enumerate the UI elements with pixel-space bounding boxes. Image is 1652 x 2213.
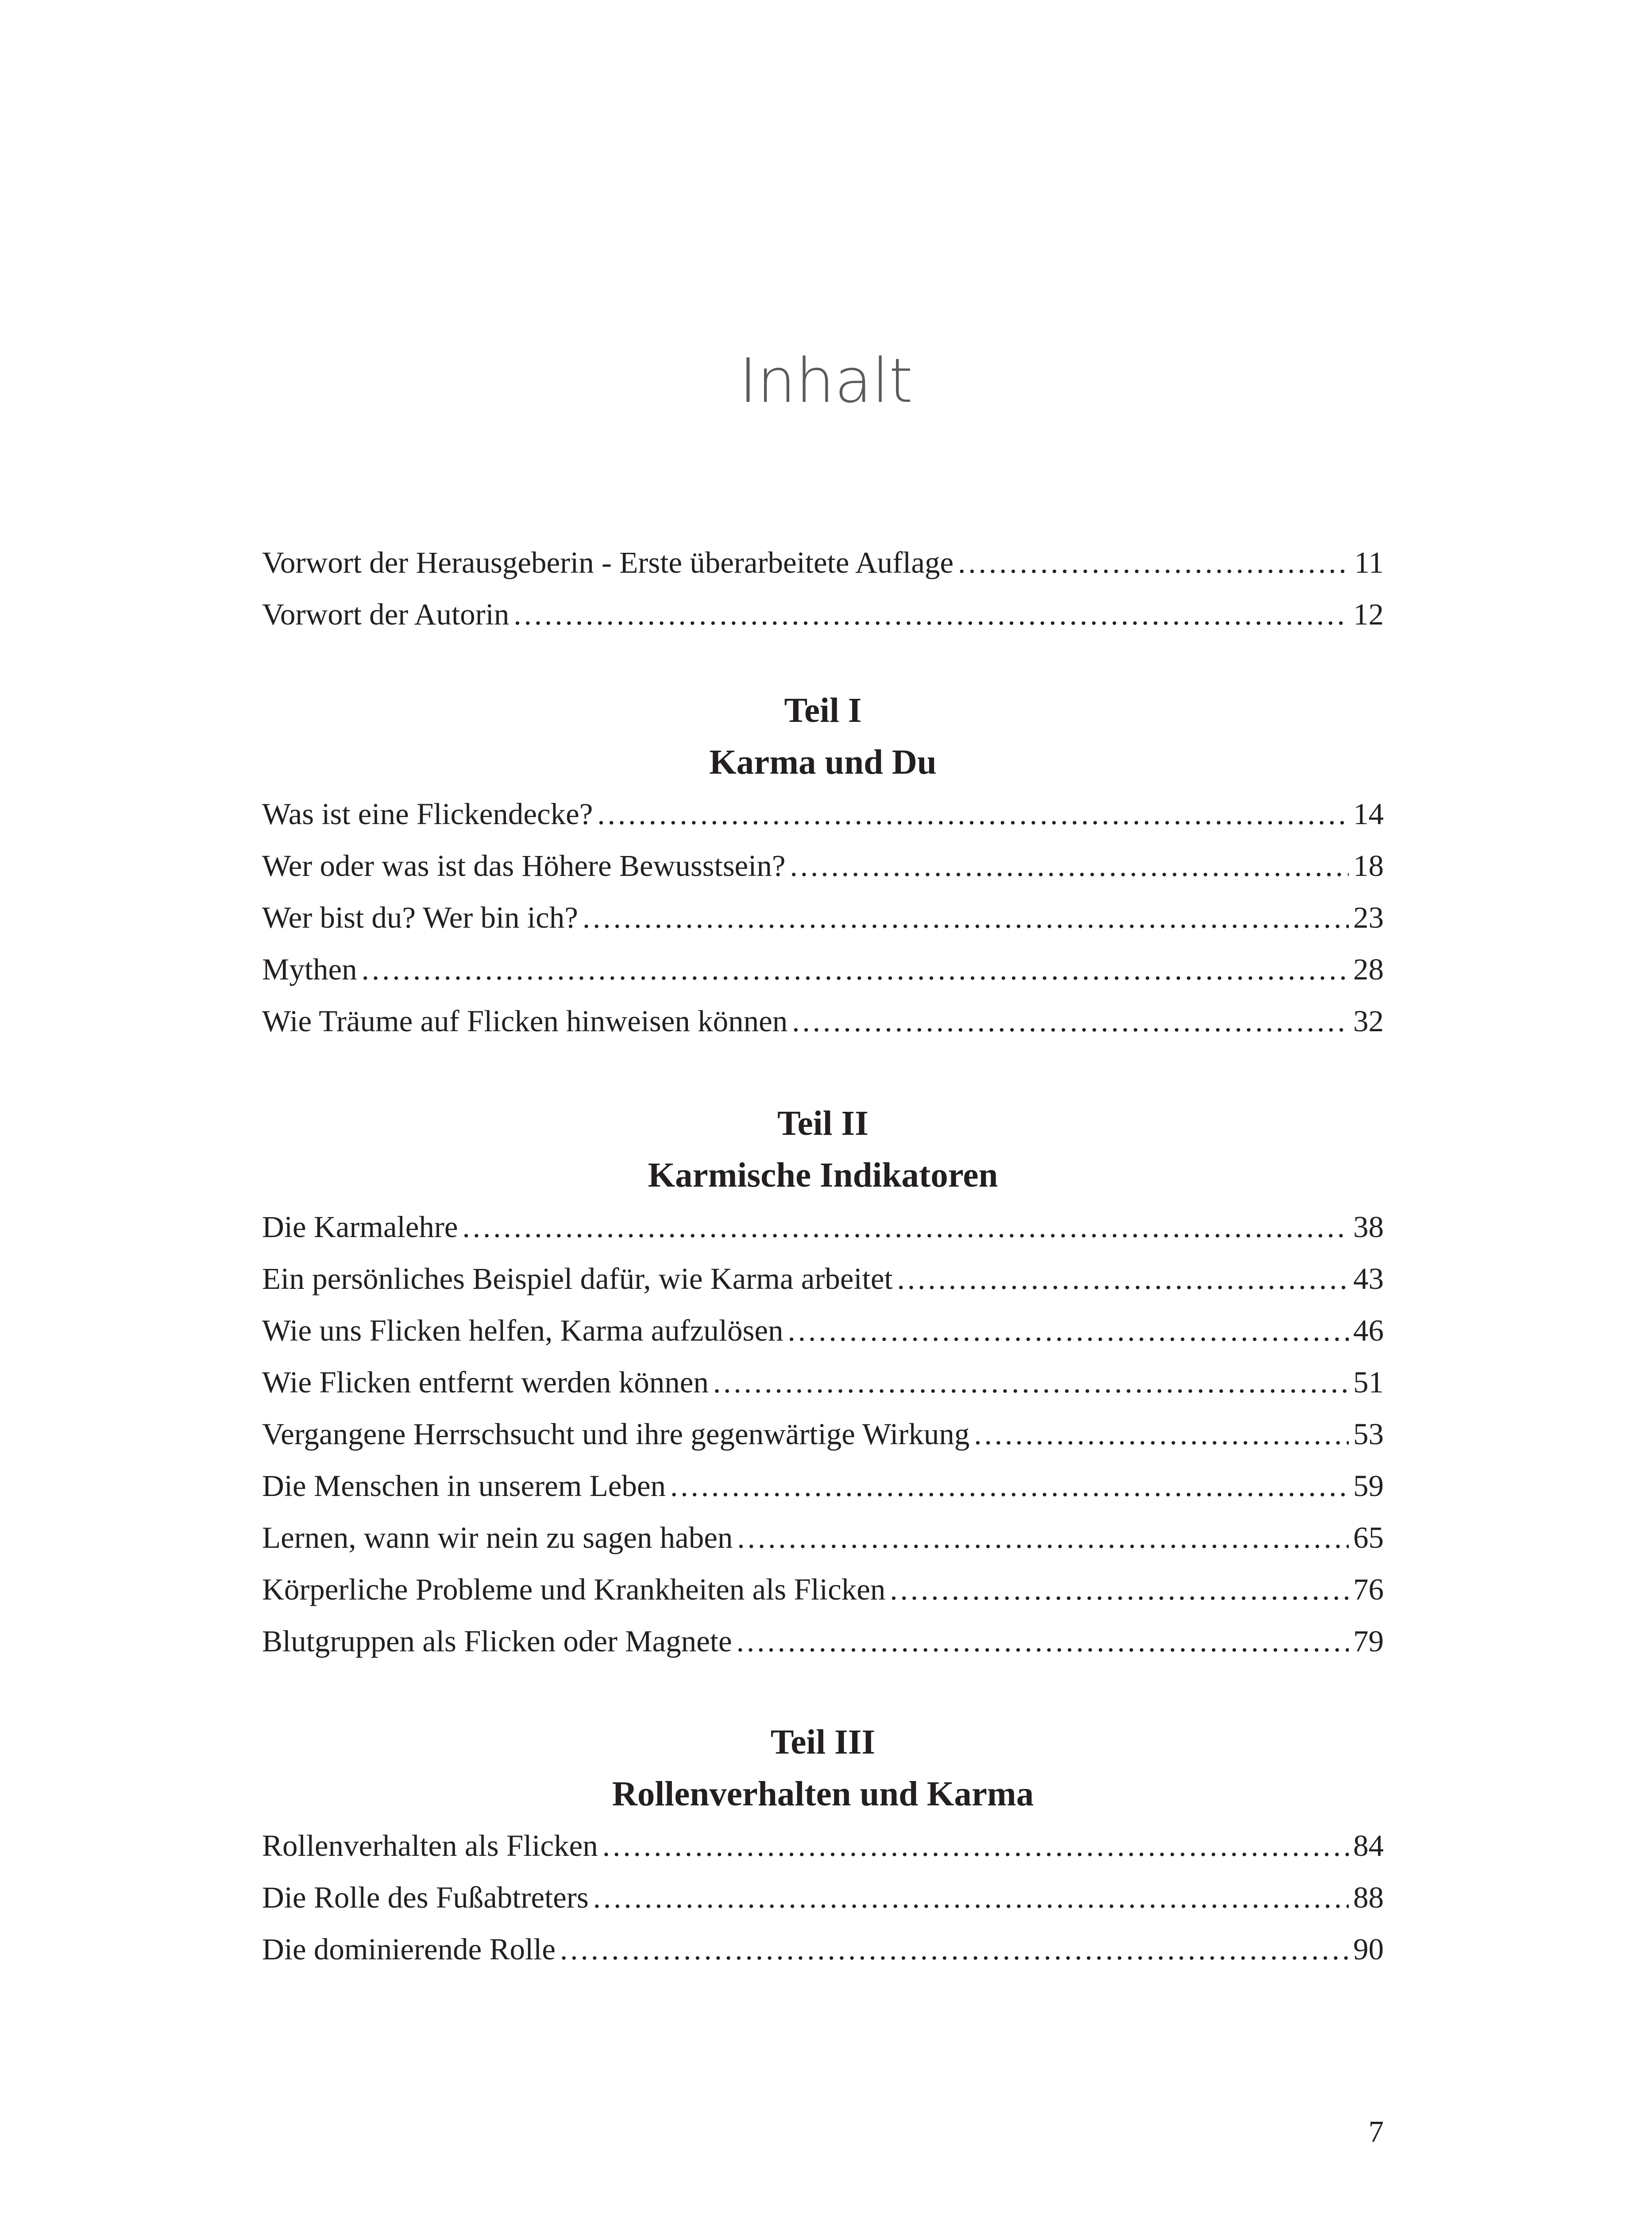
- toc-entry-title: Die dominierende Rolle: [262, 1932, 556, 1966]
- toc-entry-page: 76: [1353, 1573, 1384, 1606]
- page-number: 7: [1368, 2115, 1384, 2148]
- toc-entry: [262, 1924, 1384, 1975]
- toc-entry-page: 23: [1353, 901, 1384, 934]
- toc-part-2: [262, 1098, 1384, 1667]
- page-title: Inhalt: [739, 345, 913, 416]
- toc-entry: [262, 788, 1384, 840]
- toc-entry-title: Die Menschen in unserem Leben: [262, 1469, 666, 1503]
- toc-entry-page: 38: [1353, 1210, 1384, 1244]
- toc-entry-title: Was ist eine Flickendecke?: [262, 797, 593, 831]
- toc-entry-title: Körperliche Probleme und Krankheiten als Flicken: [262, 1573, 886, 1606]
- toc-intro: [262, 537, 1384, 640]
- toc-entry-title: Blutgruppen als Flicken oder Magnete: [262, 1624, 732, 1658]
- toc-leader-dots: [958, 537, 1350, 589]
- toc-leader-dots: [513, 589, 1349, 640]
- toc-leader-dots: [790, 840, 1349, 892]
- toc-entry-title: Wie Träume auf Flicken hinweisen können: [262, 1004, 788, 1038]
- toc-entry-title: Die Karmalehre: [262, 1210, 458, 1244]
- toc-leader-dots: [670, 1460, 1349, 1512]
- toc-leader-dots: [362, 944, 1349, 995]
- toc-entry: [262, 1253, 1384, 1305]
- part-title: Karmische Indikatoren: [648, 1156, 998, 1195]
- toc-entry-title: Wer oder was ist das Höhere Bewusstsein?: [262, 849, 786, 883]
- toc-part-3: [262, 1716, 1384, 1975]
- toc-entry-page: 14: [1353, 797, 1384, 831]
- toc-entry-page: 46: [1353, 1314, 1384, 1347]
- toc-leader-dots: [463, 1201, 1349, 1253]
- toc-entry: [262, 944, 1384, 995]
- toc-entry: [262, 892, 1384, 944]
- toc-leader-dots: [792, 995, 1349, 1047]
- toc-leader-dots: [787, 1305, 1349, 1357]
- toc-entry: [262, 1564, 1384, 1615]
- toc-entry-title: Wie Flicken entfernt werden können: [262, 1365, 709, 1399]
- toc-leader-dots: [737, 1512, 1349, 1564]
- toc-entry-page: 84: [1353, 1829, 1384, 1862]
- toc-entry-page: 32: [1353, 1004, 1384, 1038]
- toc-entry-page: 28: [1353, 952, 1384, 986]
- toc-entry: [262, 995, 1384, 1047]
- toc-entry: [262, 537, 1384, 589]
- toc-leader-dots: [890, 1564, 1349, 1615]
- toc-entry: [262, 1357, 1384, 1408]
- part-label: Teil I: [784, 691, 862, 730]
- toc-leader-dots: [593, 1872, 1349, 1924]
- toc-entry-page: 11: [1354, 546, 1384, 579]
- toc-entry: [262, 1615, 1384, 1667]
- toc-entry-title: Mythen: [262, 952, 357, 986]
- toc-entry-page: 90: [1353, 1932, 1384, 1966]
- toc-entry-title: Vorwort der Herausgeberin - Erste überarbeitete Auflage: [262, 546, 954, 579]
- part-label: Teil III: [770, 1723, 876, 1762]
- toc-entry-title: Ein persönliches Beispiel dafür, wie Karma arbeitet: [262, 1262, 893, 1295]
- toc-entry: [262, 1820, 1384, 1872]
- toc-entry: [262, 589, 1384, 640]
- toc-entry: [262, 840, 1384, 892]
- part-label: Teil II: [777, 1104, 868, 1143]
- toc-leader-dots: [974, 1408, 1349, 1460]
- toc-entry-title: Vergangene Herrschsucht und ihre gegenwärtige Wirkung: [262, 1417, 970, 1451]
- toc-entry-title: Rollenverhalten als Flicken: [262, 1829, 598, 1862]
- toc-entry: [262, 1305, 1384, 1357]
- toc-entry: [262, 1512, 1384, 1564]
- toc-entry: [262, 1872, 1384, 1924]
- toc-entry-title: Wer bist du? Wer bin ich?: [262, 901, 578, 934]
- toc-leader-dots: [597, 788, 1349, 840]
- toc-entry-title: Die Rolle des Fußabtreters: [262, 1881, 589, 1914]
- part-title: Karma und Du: [709, 743, 937, 782]
- toc-entry-page: 88: [1353, 1881, 1384, 1914]
- toc-entry-title: Lernen, wann wir nein zu sagen haben: [262, 1521, 733, 1554]
- toc-entry-page: 53: [1353, 1417, 1384, 1451]
- toc-leader-dots: [713, 1357, 1349, 1408]
- toc-entry-page: 51: [1353, 1365, 1384, 1399]
- toc-entry: [262, 1460, 1384, 1512]
- toc-entry-title: Wie uns Flicken helfen, Karma aufzulösen: [262, 1314, 784, 1347]
- toc-entry-page: 59: [1353, 1469, 1384, 1503]
- toc-part-1: [262, 685, 1384, 1047]
- toc-leader-dots: [897, 1253, 1349, 1305]
- toc-entry-title: Vorwort der Autorin: [262, 598, 509, 631]
- toc-entry-page: 65: [1353, 1521, 1384, 1554]
- toc-entry: [262, 1408, 1384, 1460]
- toc-entry-page: 79: [1353, 1624, 1384, 1658]
- toc-entry-page: 43: [1353, 1262, 1384, 1295]
- toc-leader-dots: [583, 892, 1349, 944]
- toc-leader-dots: [737, 1615, 1349, 1667]
- toc-entry: [262, 1201, 1384, 1253]
- toc-entry-page: 18: [1353, 849, 1384, 883]
- part-title: Rollenverhalten und Karma: [612, 1775, 1034, 1813]
- toc-leader-dots: [560, 1924, 1349, 1975]
- toc-entry-page: 12: [1353, 598, 1384, 631]
- toc-leader-dots: [602, 1820, 1349, 1872]
